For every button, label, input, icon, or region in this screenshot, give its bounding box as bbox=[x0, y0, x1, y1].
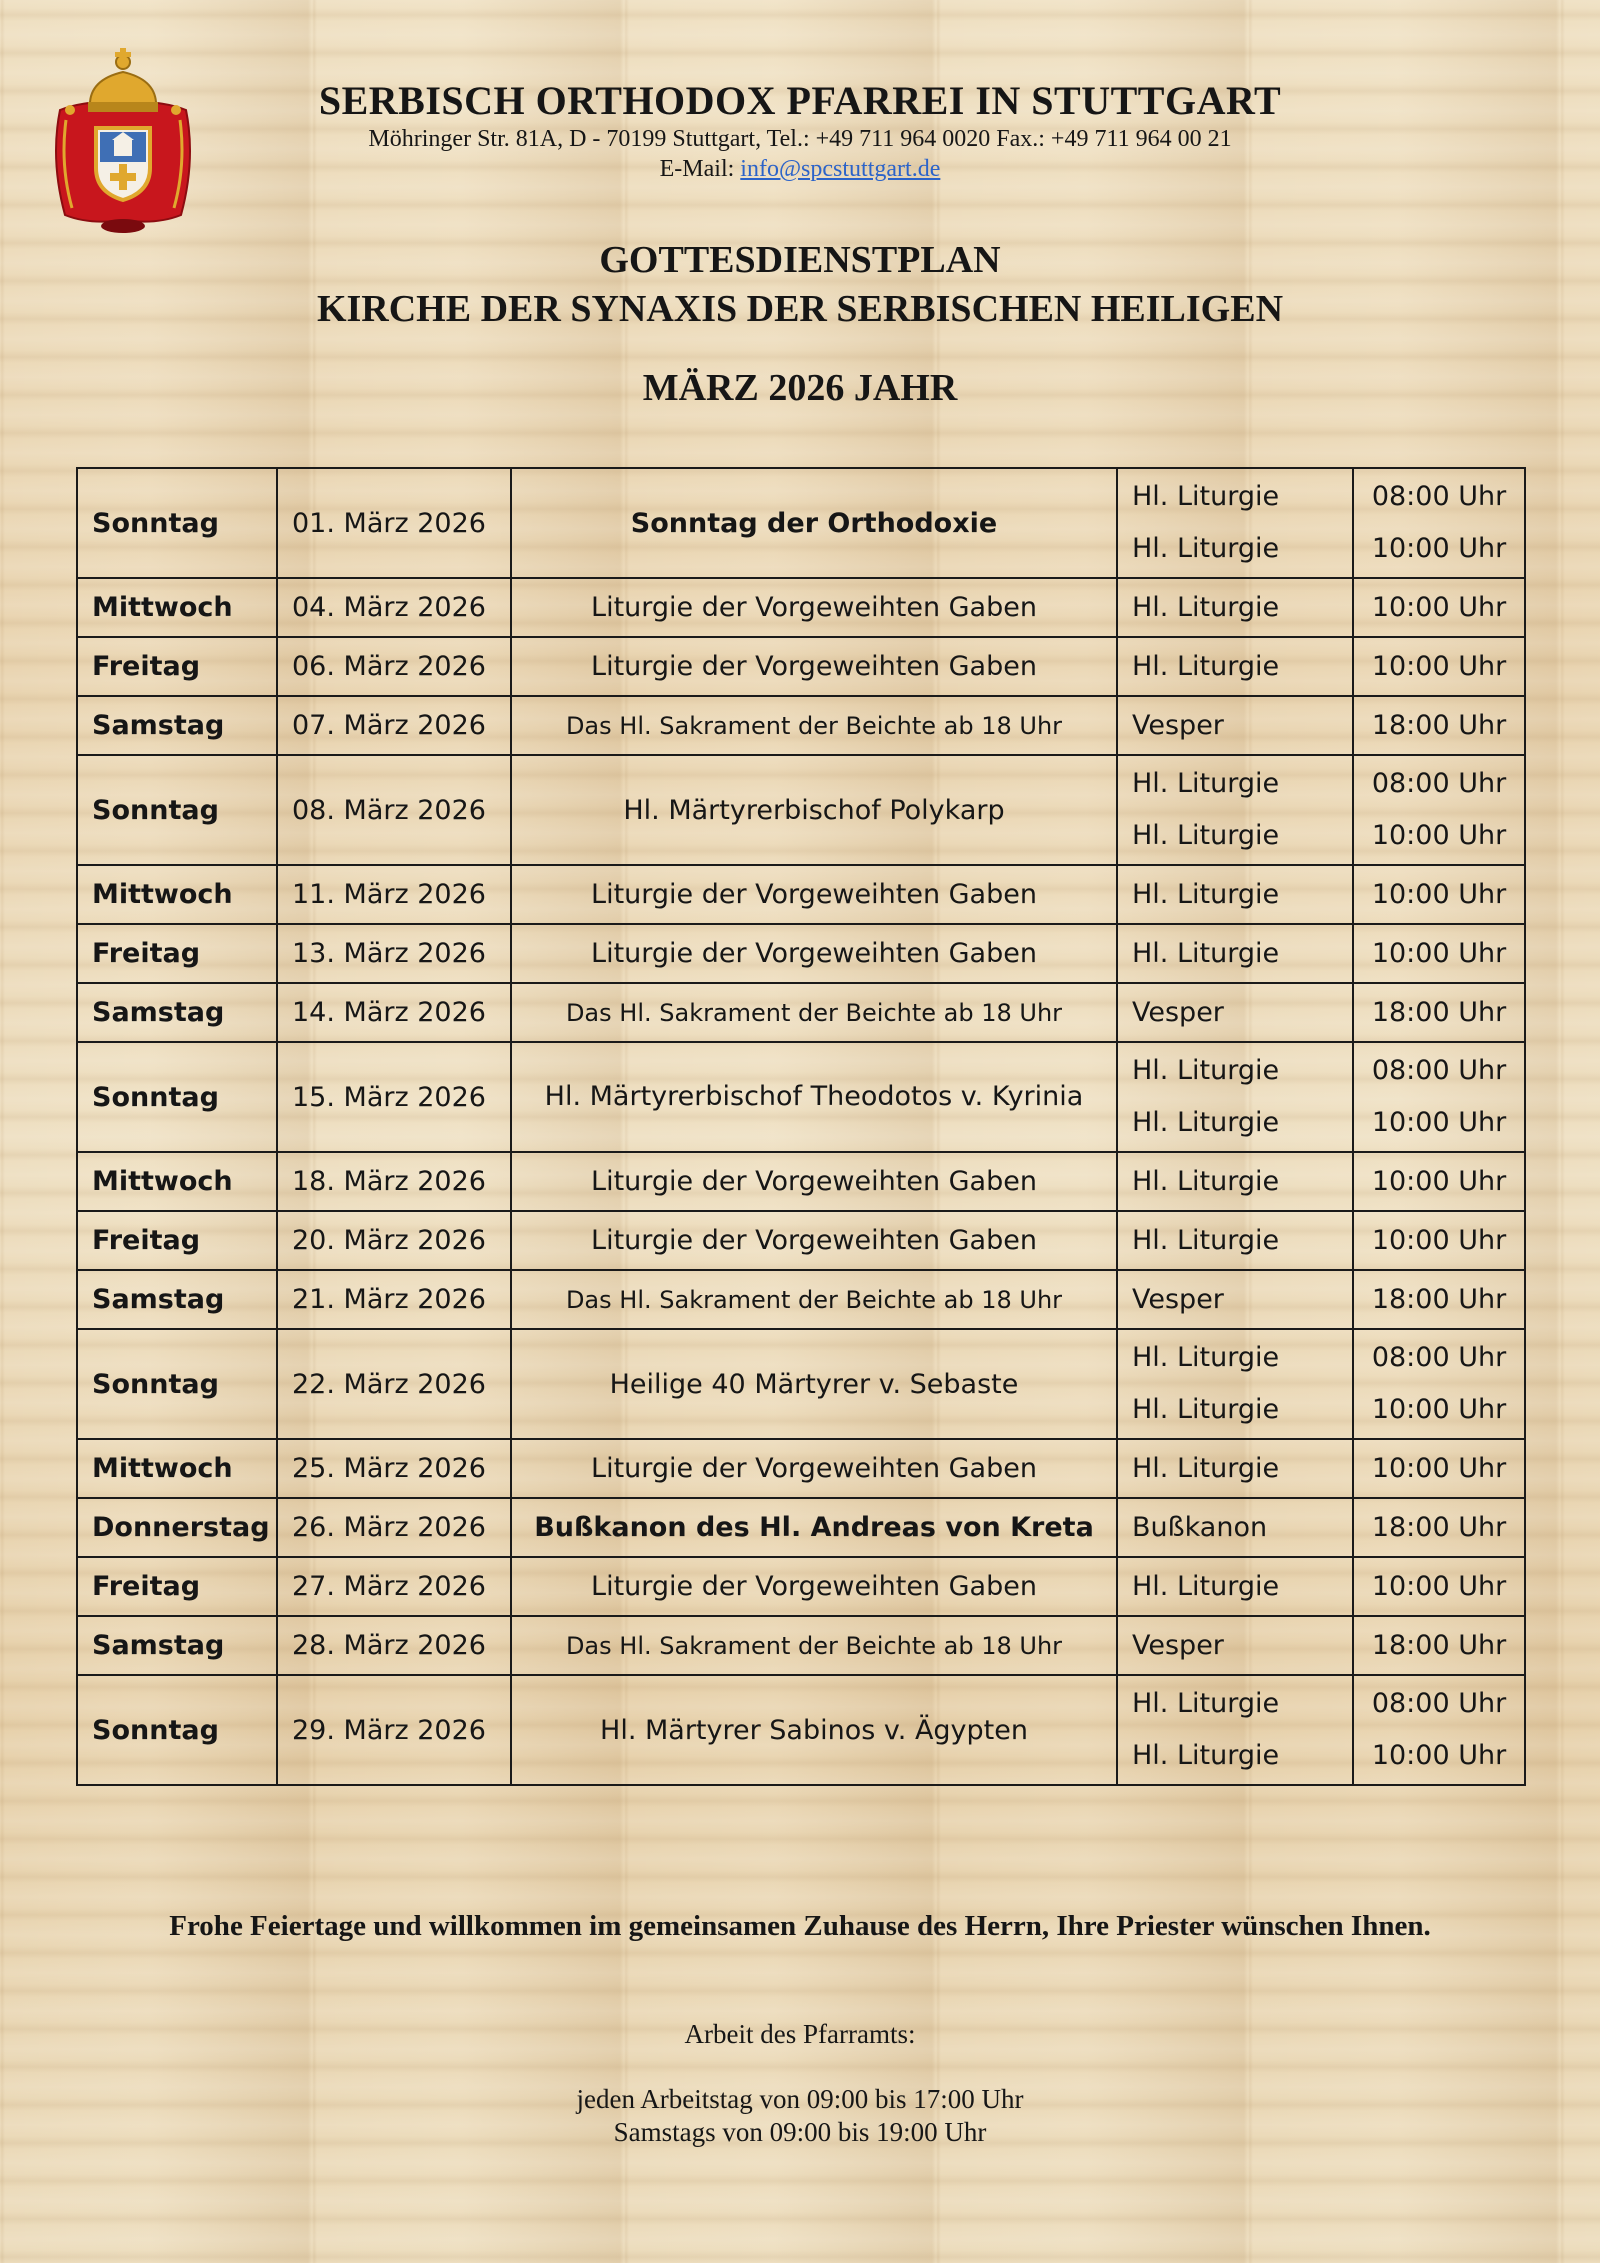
event-cell: Liturgie der Vorgeweihten Gaben bbox=[511, 1439, 1117, 1498]
email-line bbox=[200, 154, 1400, 184]
time-cell bbox=[1353, 696, 1525, 755]
time-cell bbox=[1353, 1616, 1525, 1675]
schedule-row bbox=[77, 1498, 1525, 1557]
time-label: 10:00 Uhr bbox=[1371, 1740, 1507, 1771]
service-label: Hl. Liturgie bbox=[1132, 820, 1280, 851]
day-cell: Freitag bbox=[77, 1557, 277, 1616]
service-label: Hl. Liturgie bbox=[1132, 937, 1280, 969]
office-hours-section bbox=[0, 2018, 1600, 2149]
event-cell: Das Hl. Sakrament der Beichte ab 18 Uhr bbox=[511, 983, 1117, 1042]
day-cell: Freitag bbox=[77, 924, 277, 983]
day-cell: Sonntag bbox=[77, 1042, 277, 1152]
schedule-row bbox=[77, 468, 1525, 578]
service-cell bbox=[1117, 1152, 1353, 1211]
time-label: 10:00 Uhr bbox=[1371, 591, 1507, 623]
time-label: 08:00 Uhr bbox=[1371, 1342, 1507, 1373]
service-cell bbox=[1117, 1042, 1353, 1152]
service-cell bbox=[1117, 983, 1353, 1042]
date-cell: 04. März 2026 bbox=[277, 578, 511, 637]
service-cell bbox=[1117, 1675, 1353, 1785]
office-weekdays: jeden Arbeitstag von 09:00 bis 17:00 Uhr bbox=[576, 2084, 1024, 2114]
event-cell: Das Hl. Sakrament der Beichte ab 18 Uhr bbox=[511, 696, 1117, 755]
service-cell bbox=[1117, 1498, 1353, 1557]
schedule-row bbox=[77, 1152, 1525, 1211]
schedule-row bbox=[77, 1211, 1525, 1270]
day-cell: Mittwoch bbox=[77, 865, 277, 924]
day-cell: Samstag bbox=[77, 1616, 277, 1675]
service-label: Bußkanon bbox=[1132, 1511, 1268, 1543]
service-label: Hl. Liturgie bbox=[1132, 1570, 1280, 1602]
email-label: E-Mail: bbox=[659, 156, 735, 182]
service-label: Hl. Liturgie bbox=[1132, 1107, 1280, 1138]
time-cell bbox=[1353, 1042, 1525, 1152]
service-cell bbox=[1117, 1270, 1353, 1329]
service-label: Hl. Liturgie bbox=[1132, 768, 1280, 799]
schedule-row bbox=[77, 1616, 1525, 1675]
time-label: 18:00 Uhr bbox=[1371, 709, 1507, 741]
time-cell bbox=[1353, 755, 1525, 865]
time-label: 18:00 Uhr bbox=[1371, 1283, 1507, 1315]
service-label: Hl. Liturgie bbox=[1132, 878, 1280, 910]
schedule-row bbox=[77, 983, 1525, 1042]
date-cell: 01. März 2026 bbox=[277, 468, 511, 578]
event-cell: Liturgie der Vorgeweihten Gaben bbox=[511, 637, 1117, 696]
service-cell bbox=[1117, 468, 1353, 578]
service-cell bbox=[1117, 637, 1353, 696]
date-cell: 14. März 2026 bbox=[277, 983, 511, 1042]
time-cell bbox=[1353, 637, 1525, 696]
date-cell: 13. März 2026 bbox=[277, 924, 511, 983]
service-label: Hl. Liturgie bbox=[1132, 591, 1280, 623]
service-label: Hl. Liturgie bbox=[1132, 1224, 1280, 1256]
day-cell: Samstag bbox=[77, 1270, 277, 1329]
schedule-row bbox=[77, 578, 1525, 637]
service-label: Hl. Liturgie bbox=[1132, 481, 1280, 512]
event-cell: Liturgie der Vorgeweihten Gaben bbox=[511, 1152, 1117, 1211]
service-cell bbox=[1117, 696, 1353, 755]
time-label: 08:00 Uhr bbox=[1371, 1688, 1507, 1719]
email-link[interactable]: info@spcstuttgart.de bbox=[740, 156, 941, 182]
event-cell: Das Hl. Sakrament der Beichte ab 18 Uhr bbox=[511, 1616, 1117, 1675]
parish-name: SERBISCH ORTHODOX PFARREI IN STUTTGART bbox=[318, 78, 1282, 123]
time-cell bbox=[1353, 1439, 1525, 1498]
date-cell: 18. März 2026 bbox=[277, 1152, 511, 1211]
date-cell: 29. März 2026 bbox=[277, 1675, 511, 1785]
document-titles bbox=[0, 236, 1600, 410]
schedule-row bbox=[77, 1439, 1525, 1498]
time-label: 10:00 Uhr bbox=[1371, 937, 1507, 969]
service-label: Hl. Liturgie bbox=[1132, 1452, 1280, 1484]
day-cell: Sonntag bbox=[77, 1675, 277, 1785]
schedule-row bbox=[77, 924, 1525, 983]
service-label: Hl. Liturgie bbox=[1132, 1688, 1280, 1719]
time-label: 10:00 Uhr bbox=[1371, 650, 1507, 682]
greeting-text: Frohe Feiertage und willkommen im gemeinsamen Zuhause des Herrn, Ihre Priester wünschen Ihnen. bbox=[169, 1910, 1431, 1942]
schedule-row bbox=[77, 1329, 1525, 1439]
time-cell bbox=[1353, 1152, 1525, 1211]
date-cell: 21. März 2026 bbox=[277, 1270, 511, 1329]
time-cell bbox=[1353, 578, 1525, 637]
day-cell: Sonntag bbox=[77, 468, 277, 578]
service-label: Hl. Liturgie bbox=[1132, 1055, 1280, 1086]
time-label: 10:00 Uhr bbox=[1371, 1394, 1507, 1425]
schedule-row bbox=[77, 755, 1525, 865]
schedule-row bbox=[77, 1042, 1525, 1152]
time-label: 10:00 Uhr bbox=[1371, 1452, 1507, 1484]
service-label: Vesper bbox=[1132, 1629, 1224, 1661]
date-cell: 28. März 2026 bbox=[277, 1616, 511, 1675]
service-cell bbox=[1117, 865, 1353, 924]
service-label: Vesper bbox=[1132, 709, 1224, 741]
office-title: Arbeit des Pfarramts: bbox=[684, 2019, 916, 2049]
service-schedule-table bbox=[76, 467, 1526, 1786]
event-cell: Liturgie der Vorgeweihten Gaben bbox=[511, 865, 1117, 924]
schedule-row bbox=[77, 637, 1525, 696]
service-cell bbox=[1117, 1616, 1353, 1675]
date-cell: 27. März 2026 bbox=[277, 1557, 511, 1616]
service-label: Vesper bbox=[1132, 996, 1224, 1028]
service-label: Hl. Liturgie bbox=[1132, 1740, 1280, 1771]
event-cell: Liturgie der Vorgeweihten Gaben bbox=[511, 924, 1117, 983]
date-cell: 25. März 2026 bbox=[277, 1439, 511, 1498]
schedule-body bbox=[77, 468, 1525, 1785]
event-cell: Liturgie der Vorgeweihten Gaben bbox=[511, 1557, 1117, 1616]
time-cell bbox=[1353, 1211, 1525, 1270]
service-cell bbox=[1117, 924, 1353, 983]
day-cell: Freitag bbox=[77, 1211, 277, 1270]
time-label: 10:00 Uhr bbox=[1371, 1570, 1507, 1602]
service-label: Hl. Liturgie bbox=[1132, 1342, 1280, 1373]
service-label: Vesper bbox=[1132, 1283, 1224, 1315]
time-label: 10:00 Uhr bbox=[1371, 1107, 1507, 1138]
date-cell: 26. März 2026 bbox=[277, 1498, 511, 1557]
time-cell bbox=[1353, 1557, 1525, 1616]
event-cell: Bußkanon des Hl. Andreas von Kreta bbox=[511, 1498, 1117, 1557]
time-label: 10:00 Uhr bbox=[1371, 878, 1507, 910]
time-cell bbox=[1353, 468, 1525, 578]
service-cell bbox=[1117, 755, 1353, 865]
day-cell: Samstag bbox=[77, 983, 277, 1042]
schedule-row bbox=[77, 1675, 1525, 1785]
time-label: 08:00 Uhr bbox=[1371, 1055, 1507, 1086]
event-cell: Hl. Märtyrerbischof Polykarp bbox=[511, 755, 1117, 865]
service-label: Hl. Liturgie bbox=[1132, 533, 1280, 564]
time-label: 08:00 Uhr bbox=[1371, 481, 1507, 512]
day-cell: Sonntag bbox=[77, 755, 277, 865]
day-cell: Freitag bbox=[77, 637, 277, 696]
time-label: 18:00 Uhr bbox=[1371, 996, 1507, 1028]
schedule-row bbox=[77, 1557, 1525, 1616]
parish-address: Möhringer Str. 81A, D - 70199 Stuttgart, Tel.: +49 711 964 0020 Fax.: +49 711 964 00 21 bbox=[368, 126, 1232, 152]
time-cell bbox=[1353, 1498, 1525, 1557]
time-label: 10:00 Uhr bbox=[1371, 820, 1507, 851]
church-title: KIRCHE DER SYNAXIS DER SERBISCHEN HEILIGEN bbox=[316, 288, 1284, 330]
schedule-row bbox=[77, 865, 1525, 924]
day-cell: Donnerstag bbox=[77, 1498, 277, 1557]
parish-header bbox=[200, 78, 1600, 184]
schedule-row bbox=[77, 696, 1525, 755]
date-cell: 22. März 2026 bbox=[277, 1329, 511, 1439]
schedule-title: GOTTESDIENSTPLAN bbox=[599, 239, 1001, 281]
service-label: Hl. Liturgie bbox=[1132, 650, 1280, 682]
time-cell bbox=[1353, 865, 1525, 924]
event-cell: Liturgie der Vorgeweihten Gaben bbox=[511, 578, 1117, 637]
time-label: 10:00 Uhr bbox=[1371, 1224, 1507, 1256]
date-cell: 15. März 2026 bbox=[277, 1042, 511, 1152]
date-cell: 20. März 2026 bbox=[277, 1211, 511, 1270]
office-saturday: Samstags von 09:00 bis 19:00 Uhr bbox=[613, 2117, 987, 2147]
schedule-row bbox=[77, 1270, 1525, 1329]
time-cell bbox=[1353, 1329, 1525, 1439]
date-cell: 06. März 2026 bbox=[277, 637, 511, 696]
service-cell bbox=[1117, 1439, 1353, 1498]
event-cell: Hl. Märtyrerbischof Theodotos v. Kyrinia bbox=[511, 1042, 1117, 1152]
day-cell: Mittwoch bbox=[77, 578, 277, 637]
service-cell bbox=[1117, 1211, 1353, 1270]
service-cell bbox=[1117, 1329, 1353, 1439]
time-label: 10:00 Uhr bbox=[1371, 1165, 1507, 1197]
time-cell bbox=[1353, 1270, 1525, 1329]
event-cell: Sonntag der Orthodoxie bbox=[511, 468, 1117, 578]
day-cell: Mittwoch bbox=[77, 1152, 277, 1211]
month-title: MÄRZ 2026 JAHR bbox=[642, 367, 958, 409]
time-label: 18:00 Uhr bbox=[1371, 1511, 1507, 1543]
time-label: 08:00 Uhr bbox=[1371, 768, 1507, 799]
service-cell bbox=[1117, 578, 1353, 637]
day-cell: Sonntag bbox=[77, 1329, 277, 1439]
date-cell: 08. März 2026 bbox=[277, 755, 511, 865]
church-emblem-icon bbox=[40, 40, 206, 240]
time-cell bbox=[1353, 1675, 1525, 1785]
day-cell: Mittwoch bbox=[77, 1439, 277, 1498]
event-cell: Liturgie der Vorgeweihten Gaben bbox=[511, 1211, 1117, 1270]
event-cell: Heilige 40 Märtyrer v. Sebaste bbox=[511, 1329, 1117, 1439]
event-cell: Das Hl. Sakrament der Beichte ab 18 Uhr bbox=[511, 1270, 1117, 1329]
time-label: 18:00 Uhr bbox=[1371, 1629, 1507, 1661]
date-cell: 07. März 2026 bbox=[277, 696, 511, 755]
date-cell: 11. März 2026 bbox=[277, 865, 511, 924]
time-cell bbox=[1353, 924, 1525, 983]
time-cell bbox=[1353, 983, 1525, 1042]
service-cell bbox=[1117, 1557, 1353, 1616]
day-cell: Samstag bbox=[77, 696, 277, 755]
time-label: 10:00 Uhr bbox=[1371, 533, 1507, 564]
event-cell: Hl. Märtyrer Sabinos v. Ägypten bbox=[511, 1675, 1117, 1785]
service-label: Hl. Liturgie bbox=[1132, 1165, 1280, 1197]
service-label: Hl. Liturgie bbox=[1132, 1394, 1280, 1425]
